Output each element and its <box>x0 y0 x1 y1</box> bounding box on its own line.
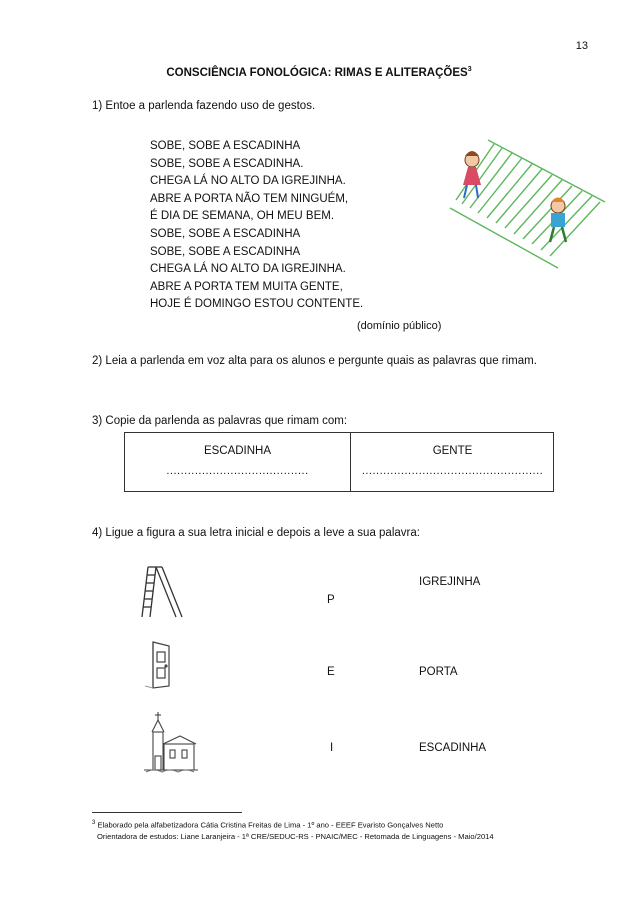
poem <box>150 138 363 314</box>
question-4: 4) Ligue a figura a sua letra inicial e depois a leve a sua palavra: <box>92 527 420 539</box>
poem-line: CHEGA LÁ NO ALTO DA IGREJINHA. <box>150 175 346 188</box>
boy-figure <box>550 198 566 243</box>
ladder-icon <box>140 565 184 619</box>
footnote <box>92 818 494 842</box>
letter-e: E <box>327 666 335 678</box>
word-porta: PORTA <box>419 666 458 678</box>
poem-line: ABRE A PORTA NÃO TEM NINGUÉM, <box>150 192 349 205</box>
word-igrejinha: IGREJINHA <box>419 576 481 588</box>
door-icon <box>143 640 175 690</box>
header-gente: GENTE <box>432 445 473 457</box>
question-3: 3) Copie da parlenda as palavras que rimam com: <box>92 415 348 427</box>
poem-line: SOBE, SOBE A ESCADINHA. <box>150 157 304 170</box>
answer-blank-escadinha[interactable]: ........................................ <box>166 465 309 477</box>
poem-line: ABRE A PORTA TEM MUITA GENTE, <box>150 280 343 293</box>
page-title <box>0 66 638 79</box>
letter-p: P <box>327 594 335 606</box>
footnote-line-2: Orientadora de estudos: Liane Laranjeira - 1ª CRE/SEDUC-RS - PNAIC/MEC - Retomada de Linguagens - Maio/2014 <box>97 831 494 841</box>
church-icon <box>140 710 200 776</box>
rhyme-table <box>124 432 554 492</box>
footnote-separator <box>92 812 242 813</box>
poem-line: SOBE, SOBE A ESCADINHA <box>150 245 301 258</box>
title-footnote-mark: 3 <box>467 66 472 73</box>
poem-line: SOBE, SOBE A ESCADINHA <box>150 227 301 240</box>
table-divider <box>350 433 351 491</box>
kids-stairs-illustration <box>440 140 610 270</box>
question-2: 2) Leia a parlenda em voz alta para os alunos e pergunte quais as palavras que rimam. <box>92 355 537 367</box>
answer-blank-gente[interactable]: ................................................... <box>361 465 544 477</box>
poem-line: CHEGA LÁ NO ALTO DA IGREJINHA. <box>150 263 346 276</box>
letter-i: I <box>330 742 334 754</box>
header-escadinha: ESCADINHA <box>203 445 272 457</box>
footnote-line-1: Elaborado pela alfabetizadora Cátia Cristina Freitas de Lima - 1º ano - EEEF Evaristo Gonçalves Netto <box>97 820 444 830</box>
page-number: 13 <box>575 40 588 52</box>
title-text: CONSCIÊNCIA FONOLÓGICA: RIMAS E ALITERAÇÕES <box>166 66 468 79</box>
poem-line: SOBE, SOBE A ESCADINHA <box>150 140 301 152</box>
poem-credit: (domínio público) <box>357 320 442 332</box>
footnote-mark: 3 <box>92 820 96 826</box>
question-1: 1) Entoe a parlenda fazendo uso de gestos. <box>92 100 316 112</box>
word-escadinha: ESCADINHA <box>419 742 487 754</box>
poem-line: É DIA DE SEMANA, OH MEU BEM. <box>150 210 335 223</box>
poem-line: HOJE É DOMINGO ESTOU CONTENTE. <box>150 298 364 311</box>
